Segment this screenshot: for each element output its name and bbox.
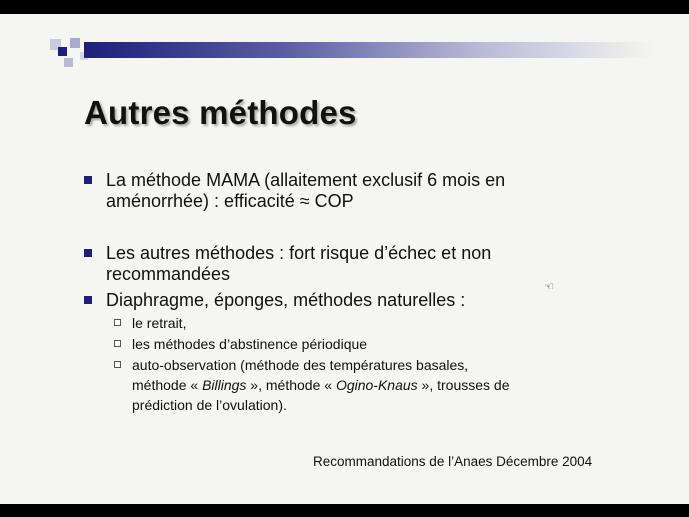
header-decoration — [58, 47, 67, 56]
square-bullet-icon — [84, 296, 92, 304]
bullet-text-line: Diaphragme, éponges, méthodes naturelles : — [106, 290, 466, 310]
text-fragment-italic: Billings — [202, 377, 247, 393]
square-bullet-icon — [84, 176, 92, 184]
sub-bullet-text: les méthodes d’abstinence périodique — [132, 336, 368, 352]
bullet-item — [106, 170, 505, 212]
sub-bullet-item — [132, 355, 509, 415]
presentation-slide — [0, 14, 689, 504]
header-decoration — [70, 38, 80, 48]
square-bullet-icon — [84, 249, 92, 257]
slide-title: Autres méthodes — [84, 94, 357, 131]
slide-footer: Recommandations de l’Anaes Décembre 2004 — [313, 454, 593, 469]
sub-bullet-item — [132, 313, 186, 333]
sub-bullet-text-line: auto-observation (méthode des températures basales, — [132, 357, 469, 373]
hand-cursor-icon: ☜ — [544, 281, 554, 293]
bullet-text-line: La méthode MAMA (allaitement exclusif 6 mois en — [106, 170, 506, 190]
hollow-square-bullet-icon — [114, 319, 121, 326]
bullet-item — [106, 290, 465, 311]
sub-bullet-text-line: prédiction de l’ovulation). — [132, 397, 287, 413]
bullet-item — [106, 243, 491, 285]
sub-bullet-item — [132, 334, 367, 354]
header-gradient-bar — [84, 42, 654, 58]
text-fragment: méthode « — [132, 377, 203, 393]
bullet-text-line: Les autres méthodes : fort risque d’échec et non — [106, 243, 492, 263]
text-fragment-italic: Ogino-Knaus — [335, 377, 418, 393]
text-fragment: », méthode « — [246, 377, 336, 393]
hollow-square-bullet-icon — [114, 361, 121, 368]
sub-bullet-text-line — [132, 375, 509, 395]
hollow-square-bullet-icon — [114, 340, 121, 347]
header-decoration — [64, 58, 73, 67]
bullet-text-line: recommandées — [106, 264, 231, 284]
text-fragment: », trousses de — [417, 377, 510, 393]
sub-bullet-text: le retrait, — [132, 315, 187, 331]
bullet-text-line: aménorrhée) : efficacité ≈ COP — [106, 191, 354, 211]
